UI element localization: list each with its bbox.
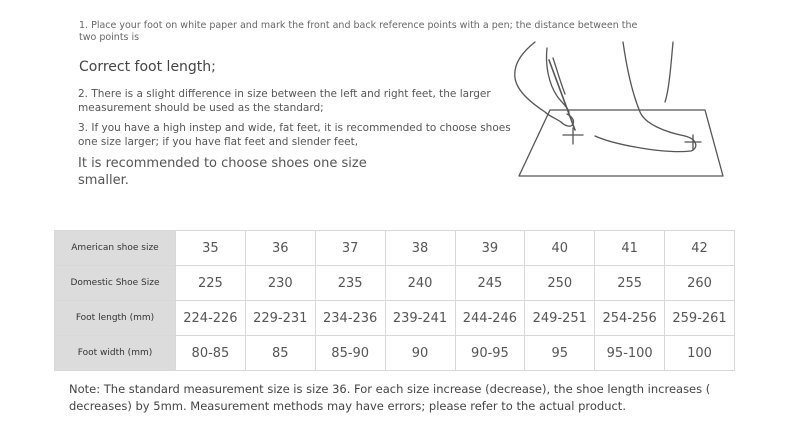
correct-foot-length-label: Correct foot length; <box>79 59 216 75</box>
instruction-step-1: 1. Place your foot on white paper and mark the front and back reference points with a pen; the distance between the two points is <box>79 20 638 43</box>
table-cell: 229-231 <box>245 301 315 336</box>
table-cell: 90 <box>385 336 455 371</box>
table-cell: 42 <box>665 231 735 266</box>
size-chart-table <box>54 230 735 371</box>
table-cell: 249-251 <box>525 301 595 336</box>
table-cell: 260 <box>665 266 735 301</box>
table-cell: 250 <box>525 266 595 301</box>
table-cell: 230 <box>245 266 315 301</box>
table-cell: 80-85 <box>176 336 246 371</box>
instruction-step-2: 2. There is a slight difference in size between the left and right feet, the larger measurement should be used as the standard; <box>78 88 491 114</box>
row-header: American shoe size <box>55 231 176 266</box>
table-cell: 244-246 <box>455 301 525 336</box>
table-cell: 41 <box>595 231 665 266</box>
foot-measuring-icon <box>505 40 735 190</box>
table-cell: 224-226 <box>176 301 246 336</box>
row-header: Domestic Shoe Size <box>55 266 176 301</box>
recommendation-text: It is recommended to choose shoes one size smaller. <box>78 156 367 188</box>
table-cell: 254-256 <box>595 301 665 336</box>
table-cell: 100 <box>665 336 735 371</box>
table-cell: 35 <box>176 231 246 266</box>
table-cell: 37 <box>315 231 385 266</box>
table-cell: 90-95 <box>455 336 525 371</box>
table-cell: 240 <box>385 266 455 301</box>
row-header: Foot width (mm) <box>55 336 176 371</box>
table-cell: 235 <box>315 266 385 301</box>
table-cell: 225 <box>176 266 246 301</box>
table-cell: 239-241 <box>385 301 455 336</box>
table-cell: 85 <box>245 336 315 371</box>
measurement-note: Note: The standard measurement size is size 36. For each size increase (decrease), the shoe length increases ( decreases) by 5mm. Measurement methods may have errors; please refer to the actual product. <box>69 382 711 413</box>
table-row-domestic-size <box>55 266 735 301</box>
table-cell: 259-261 <box>665 301 735 336</box>
table-cell: 40 <box>525 231 595 266</box>
table-cell: 245 <box>455 266 525 301</box>
table-cell: 38 <box>385 231 455 266</box>
table-cell: 85-90 <box>315 336 385 371</box>
table-row-foot-width <box>55 336 735 371</box>
table-row-american-size <box>55 231 735 266</box>
table-row-foot-length <box>55 301 735 336</box>
table-cell: 234-236 <box>315 301 385 336</box>
table-cell: 36 <box>245 231 315 266</box>
table-cell: 95-100 <box>595 336 665 371</box>
table-cell: 95 <box>525 336 595 371</box>
table-cell: 255 <box>595 266 665 301</box>
table-cell: 39 <box>455 231 525 266</box>
row-header: Foot length (mm) <box>55 301 176 336</box>
instruction-step-3: 3. If you have a high instep and wide, fat feet, it is recommended to choose shoes one size larger; if you have flat feet and slender feet, <box>78 122 511 148</box>
foot-measuring-illustration <box>505 40 735 194</box>
